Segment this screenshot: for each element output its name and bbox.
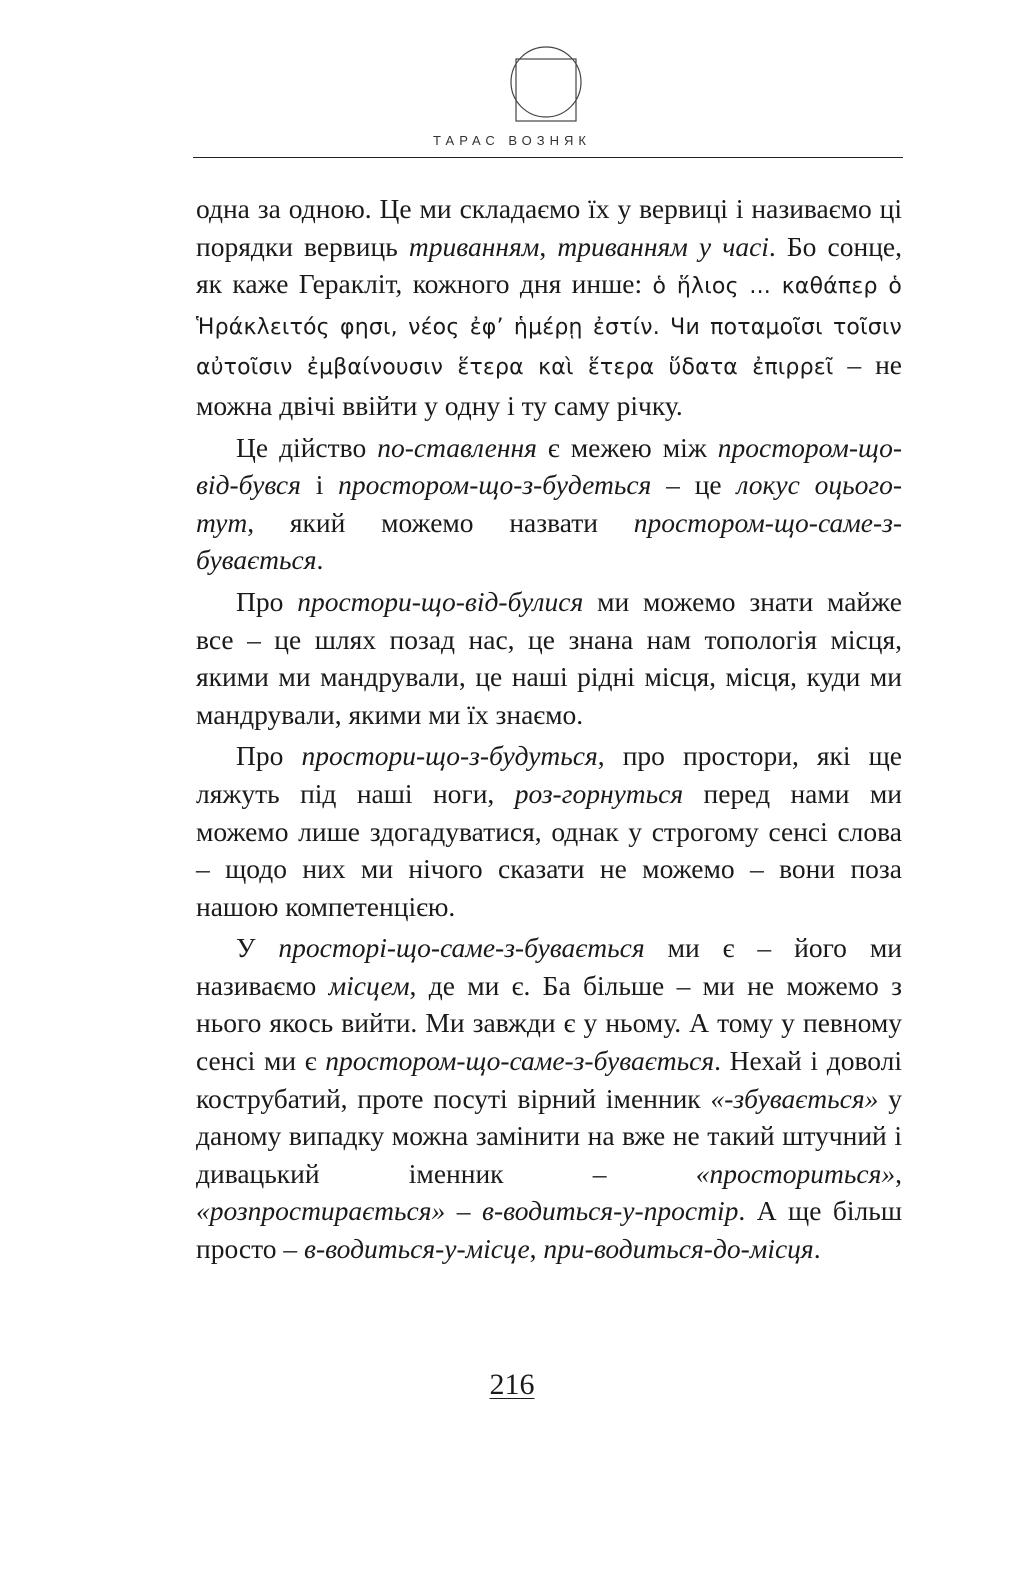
paragraph — [196, 929, 902, 1267]
text-run: , який можемо назвати — [247, 506, 634, 538]
header-rule — [193, 157, 903, 158]
text-run: – не можна двічі ввійти у одну і ту саму річку. — [196, 349, 902, 421]
italic-term: в-водиться-у-місце — [304, 1233, 530, 1265]
text-run: Про — [236, 740, 302, 772]
text-run: – це — [651, 469, 737, 501]
text-run: і — [300, 469, 339, 501]
italic-term: простором-що-з-будеться — [338, 469, 652, 501]
text-run: , — [895, 1157, 902, 1189]
text-run: перед нами ми можемо лише здогадуватися, однак у строгому сенсі слова – щодо них ми нічого сказати не можемо – вони поза нашою компетенцією. — [196, 777, 903, 922]
text-run: , де ми є. Ба більше – ми не можемо з нього якось вийти. Ми завжди є у ньому. А тому у певному сенсі ми є — [196, 969, 902, 1077]
italic-term: простори-що-від-булися — [297, 585, 584, 617]
italic-term: «розпростирається» — [196, 1195, 446, 1227]
italic-term: роз-горнуться — [514, 777, 684, 809]
paragraph — [196, 429, 902, 579]
body-text — [196, 190, 902, 1272]
circle-square-emblem-icon — [509, 45, 583, 123]
text-run: одна за одною. Це ми складаємо їх у вервиці і називаємо ці порядки вервиць — [196, 193, 902, 262]
italic-term: просторі-що-саме-з-бувається — [278, 932, 645, 964]
text-run: Про — [236, 585, 298, 617]
greek-quote: ὁ ἥλιος ... καθάπερ ὁ Ἡράκλειτός φησι, νέος ἐφ’ ἡμέρῃ ἐστίν. Чи ποταμοῖσι τοῖσιν αὐτοῖσιν ἐμβαίνουσιν ἕτερα καὶ ἕτερα ὕδατα ἐπιρρεῖ — [196, 274, 903, 381]
text-run: . Бо сонце, як каже Геракліт, кожного дня инше: — [196, 230, 902, 300]
text-run: . Нехай і доволі кострубатий, проте посуті вірний іменник — [196, 1045, 902, 1114]
text-run: . — [813, 1233, 821, 1265]
text-run: У — [236, 932, 279, 964]
italic-term: простором-що-від-бувся — [196, 431, 903, 501]
italic-term: простори-що-з-будуться — [301, 740, 598, 772]
italic-term: «-збувається» — [710, 1082, 879, 1114]
italic-term: локус оцього-тут — [196, 469, 902, 538]
italic-term: в-водиться-у-простір — [482, 1195, 739, 1227]
text-run: , — [539, 230, 558, 262]
text-run: . — [316, 544, 324, 576]
text-run: ми є – його ми називаємо — [196, 932, 902, 1001]
paragraph — [196, 737, 902, 925]
text-run: . А ще більш просто – — [196, 1195, 902, 1265]
italic-term: місцем — [328, 969, 410, 1001]
text-run: , про простори, які ще ляжуть під наші ноги, — [196, 740, 902, 809]
paragraph — [196, 583, 902, 733]
italic-term: триванням — [408, 230, 540, 262]
italic-term: триванням у часі — [557, 230, 769, 262]
italic-term: простором-що-саме-з-бувається — [196, 506, 902, 576]
paragraph — [196, 190, 902, 425]
text-run: ми можемо знати майже все – це шлях позад нас, це знана нам топологія місця, якими ми мандрували, це наші рідні місця, місця, куди ми мандрували, якими ми їх знаємо. — [196, 585, 902, 730]
italic-term: простором-що-саме-з-бувається — [325, 1045, 715, 1077]
italic-term: при-водиться-до-місця — [543, 1233, 814, 1265]
running-head: ТАРАС ВОЗНЯК — [433, 133, 591, 148]
text-run: , — [529, 1233, 544, 1265]
italic-term: «просториться» — [695, 1157, 896, 1189]
text-run: є межею між — [536, 431, 718, 463]
text-run: – — [445, 1195, 483, 1227]
text-run: у даному випадку можна замінити на вже не такий штучний і дивацький іменник – — [196, 1082, 903, 1189]
text-run: Це дійство — [236, 431, 378, 463]
page-number-label: 216 — [489, 1368, 535, 1401]
page-number — [0, 1368, 1024, 1402]
italic-term: по-ставлення — [377, 431, 537, 463]
